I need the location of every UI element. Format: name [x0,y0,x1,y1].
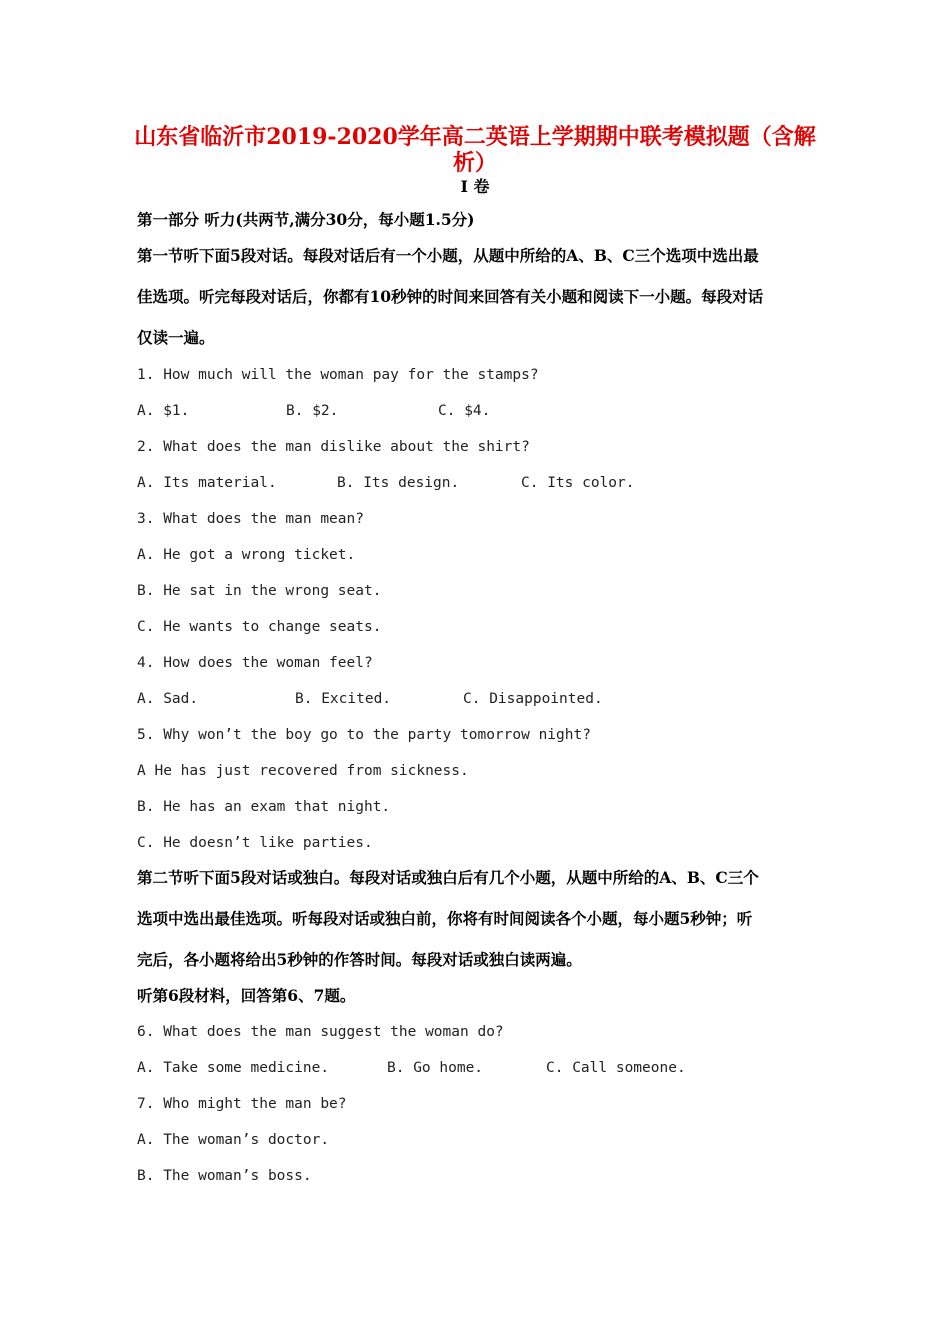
question-1: 1. How much will the woman pay for the stamps? [137,367,539,383]
document-title-line-1: 山东省临沂市2019-2020学年高二英语上学期期中联考模拟题（含解 [134,124,816,150]
question-6-option-a: A. Take some medicine. [137,1060,330,1076]
question-1-option-a: A. $1. [137,403,190,419]
question-5-option-a: A He has just recovered from sickness. [137,763,469,779]
section1-instructions-line-2: 佳选项。听完每段对话后，你都有10秒钟的时间来回答有关小题和阅读下一小题。每段对话 [137,287,764,306]
section1-instructions-line-3: 仅读一遍。 [137,328,215,347]
question-6-option-c: C. Call someone. [546,1060,686,1076]
section2-instructions-line-1: 第二节听下面5段对话或独白。每段对话或独白后有几个小题，从题中所给的A、B、C三个 [137,868,759,887]
question-5-option-c: C. He doesn’t like parties. [137,835,373,851]
question-7: 7. Who might the man be? [137,1096,347,1112]
question-3: 3. What does the man mean? [137,511,364,527]
section2-instructions-line-2: 选项中选出最佳选项。听每段对话或独白前，你将有时间阅读各个小题，每小题5秒钟；听 [137,909,753,928]
question-2-option-a: A. Its material. [137,475,277,491]
question-4-option-c: C. Disappointed. [463,691,603,707]
section2-instructions-line-3: 完后，各小题将给出5秒钟的作答时间。每段对话或独白读两遍。 [137,950,582,969]
question-1-option-c: C. $4. [438,403,491,419]
volume-label: I 卷 [460,177,490,196]
question-2-option-c: C. Its color. [521,475,635,491]
material-6-heading: 听第6段材料，回答第6、7题。 [137,986,356,1005]
question-6: 6. What does the man suggest the woman do? [137,1024,504,1040]
question-4-option-b: B. Excited. [295,691,392,707]
question-5-option-b: B. He has an exam that night. [137,799,391,815]
question-4-option-a: A. Sad. [137,691,199,707]
question-5: 5. Why won’t the boy go to the party tomorrow night? [137,727,591,743]
part1-heading: 第一部分 听力(共两节,满分30分，每小题1.5分) [137,210,475,229]
question-3-option-c: C. He wants to change seats. [137,619,382,635]
question-7-option-a: A. The woman’s doctor. [137,1132,330,1148]
question-2-option-b: B. Its design. [337,475,460,491]
question-7-option-b: B. The woman’s boss. [137,1168,312,1184]
question-3-option-a: A. He got a wrong ticket. [137,547,356,563]
question-4: 4. How does the woman feel? [137,655,373,671]
question-2: 2. What does the man dislike about the shirt? [137,439,530,455]
question-1-option-b: B. $2. [286,403,339,419]
document-title-line-2: 析） [452,150,497,176]
question-3-option-b: B. He sat in the wrong seat. [137,583,382,599]
section1-instructions-line-1: 第一节听下面5段对话。每段对话后有一个小题，从题中所给的A、B、C三个选项中选出最 [137,246,759,265]
question-6-option-b: B. Go home. [387,1060,484,1076]
